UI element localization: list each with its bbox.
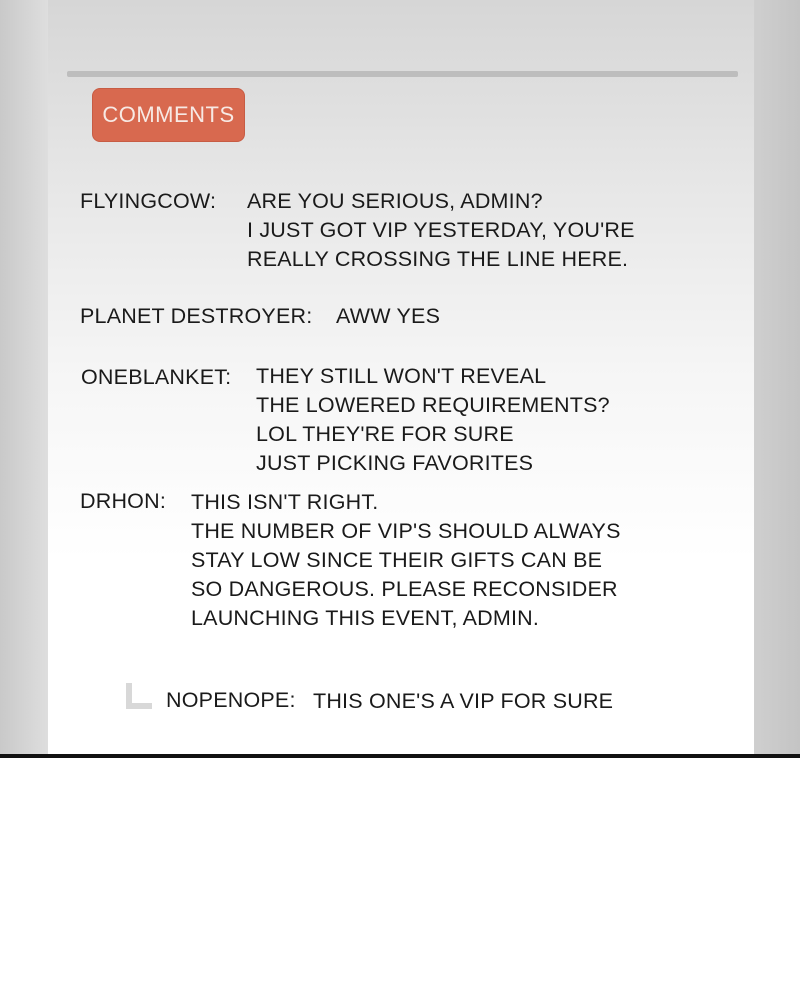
reply-arrow-icon xyxy=(126,683,152,709)
panel-border xyxy=(0,754,800,758)
comment-text-line: LAUNCHING THIS EVENT, ADMIN. xyxy=(191,606,540,630)
comment-username[interactable]: PLANET DESTROYER: xyxy=(80,304,313,328)
phone-frame-right xyxy=(754,0,800,754)
comment-text-line: THE NUMBER OF VIP'S SHOULD ALWAYS xyxy=(191,519,621,543)
comment-text-line: JUST PICKING FAVORITES xyxy=(256,451,534,475)
comment-text-line: THIS ISN'T RIGHT. xyxy=(191,490,379,514)
comments-button[interactable]: COMMENTS xyxy=(92,88,245,142)
comment-text-line: ARE YOU SERIOUS, ADMIN? xyxy=(247,189,543,213)
comment-username[interactable]: DRHON: xyxy=(80,489,167,513)
comment-text-line: STAY LOW SINCE THEIR GIFTS CAN BE xyxy=(191,548,603,572)
comment-text-line: SO DANGEROUS. PLEASE RECONSIDER xyxy=(191,577,618,601)
reply-username[interactable]: NOPENOPE: xyxy=(166,688,296,712)
comment-username[interactable]: FLYINGCOW: xyxy=(80,189,217,213)
comment-text-line: THE LOWERED REQUIREMENTS? xyxy=(256,393,610,417)
comment-text-line: LOL THEY'RE FOR SURE xyxy=(256,422,514,446)
comment-username[interactable]: ONEBLANKET: xyxy=(81,365,232,389)
comment-text-line: I JUST GOT VIP YESTERDAY, YOU'RE xyxy=(247,218,635,242)
section-divider xyxy=(67,71,738,77)
comment-text-line: REALLY CROSSING THE LINE HERE. xyxy=(247,247,629,271)
comment-text-line: THEY STILL WON'T REVEAL xyxy=(256,364,547,388)
comment-text-line: AWW YES xyxy=(336,304,441,328)
reply-text-line: THIS ONE'S A VIP FOR SURE xyxy=(313,689,614,713)
